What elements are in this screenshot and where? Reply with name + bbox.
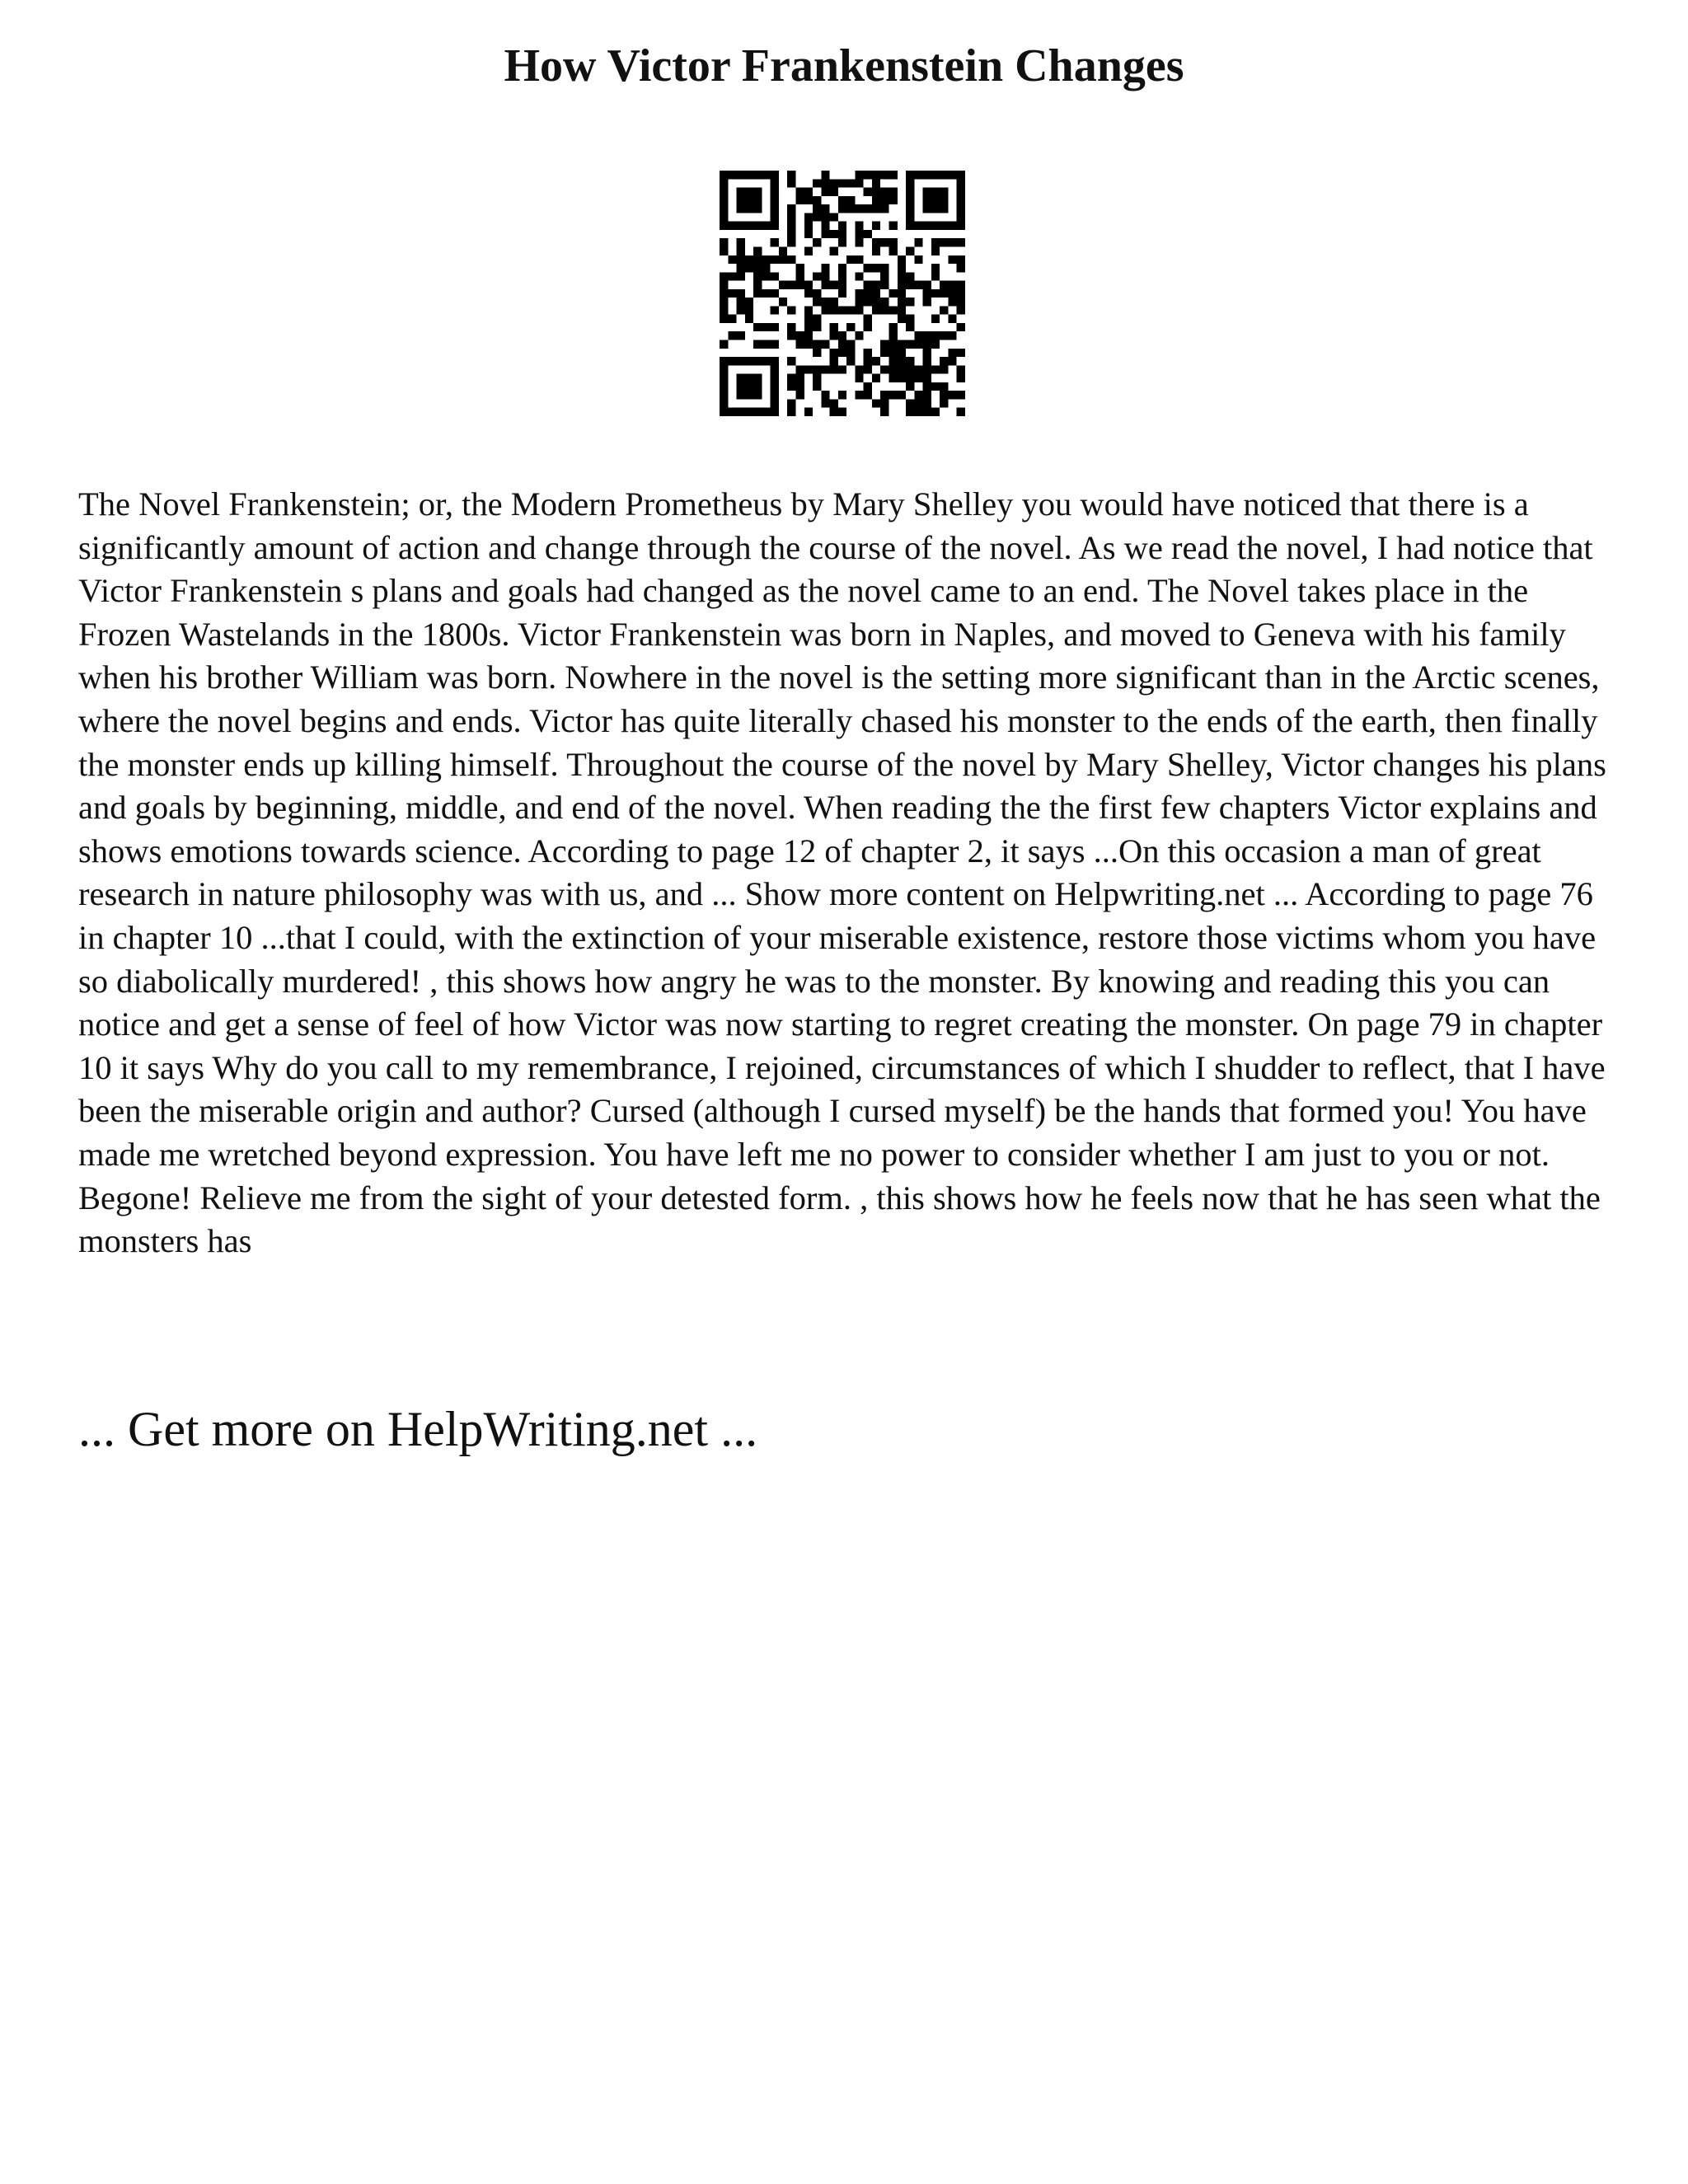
qr-code-icon [720,171,965,416]
page-title: How Victor Frankenstein Changes [504,40,1184,91]
get-more-link[interactable]: ... Get more on HelpWriting.net ... [78,1402,758,1456]
body-paragraph: The Novel Frankenstein; or, the Modern Prometheus by Mary Shelley you would have noticed that there is a significantly amount of action and change through the course of the novel. As we read the novel, I had notice that Victor Frankenstein s plans and goals had changed as the novel came to an end. The Novel takes place in the Frozen Wastelands in the 1800s. Victor Frankenstein was born in Naples, and moved to Geneva with his family when his brother William was born. Nowhere in the novel is the setting more significant than in the Arctic scenes, where the novel begins and ends. Victor has quite literally chased his monster to the ends of the earth, then finally the monster ends up killing himself. Throughout the course of the novel by Mary Shelley, Victor changes his plans and goals by beginning, middle, and end of the novel. When reading the the first few chapters Victor explains and shows emotions towards science. According to page 12 of chapter 2, it says ...On this occasion a man of great research in nature philosophy was with us, and ... Show more content on Helpwriting.net ... According to page 76 in chapter 10 ...that I could, with the extinction of your miserable existence, restore those victims whom you have so diabolically murdered! , this shows how angry he was to the monster. By knowing and reading this you can notice and get a sense of feel of how Victor was now starting to regret creating the monster. On page 79 in chapter 10 it says Why do you call to my remembrance, I rejoined, circumstances of which I shudder to reflect, that I have been the miserable origin and author? Cursed (although I cursed myself) be the hands that formed you! You have made me wretched beyond expression. You have left me no power to consider whether I am just to you or not. Begone! Relieve me from the sight of your detested form. , this shows how he feels now that he has seen what the monsters has [78,485,1606,1260]
